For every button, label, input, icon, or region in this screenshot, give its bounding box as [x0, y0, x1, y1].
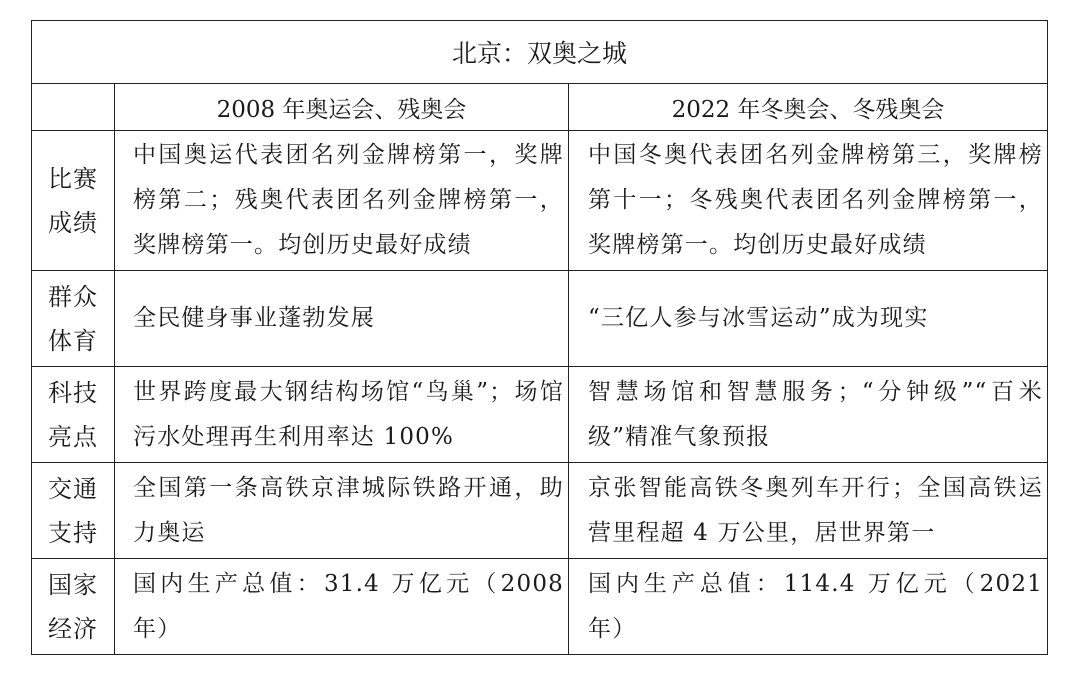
table-row-transport [32, 463, 1048, 559]
cell-2008-transport: 全国第一条高铁京津城际铁路开通，助力奥运 [115, 463, 569, 559]
row-label-line: 经济 [48, 614, 98, 643]
row-label-line: 体育 [48, 326, 98, 355]
cell-2008-mass-sports: 全民健身事业蓬勃发展 [115, 271, 569, 367]
cell-2008-results: 中国奥运代表团名列金牌榜第一，奖牌榜第二；残奥代表团名列金牌榜第一，奖牌榜第一。均创历史最好成绩 [115, 131, 569, 271]
header-row [32, 84, 1048, 131]
column-header-2022: 2022 年冬奥会、冬残奥会 [569, 84, 1048, 131]
row-label-results [32, 131, 115, 271]
table-row-economy [32, 559, 1048, 655]
row-label-line: 国家 [48, 570, 98, 599]
column-header-2008: 2008 年奥运会、残奥会 [115, 84, 569, 131]
comparison-table [31, 20, 1048, 655]
cell-2022-technology: 智慧场馆和智慧服务；“分钟级”“百米级”精准气象预报 [569, 367, 1048, 463]
table-row-results [32, 131, 1048, 271]
title-row [32, 21, 1048, 84]
row-label-line: 亮点 [48, 422, 98, 451]
row-label-mass-sports [32, 271, 115, 367]
cell-2022-mass-sports: “三亿人参与冰雪运动”成为现实 [569, 271, 1048, 367]
row-label-transport [32, 463, 115, 559]
row-label-line: 比赛 [48, 164, 98, 193]
cell-2022-results: 中国冬奥代表团名列金牌榜第三，奖牌榜第十一；冬残奥代表团名列金牌榜第一，奖牌榜第一。均创历史最好成绩 [569, 131, 1048, 271]
row-label-line: 群众 [48, 282, 98, 311]
cell-2008-economy: 国内生产总值：31.4 万亿元（2008 年） [115, 559, 569, 655]
corner-cell [32, 84, 115, 131]
row-label-economy [32, 559, 115, 655]
row-label-line: 科技 [48, 378, 98, 407]
row-label-line: 支持 [48, 518, 98, 547]
cell-2008-technology: 世界跨度最大钢结构场馆“鸟巢”；场馆污水处理再生利用率达 100% [115, 367, 569, 463]
cell-2022-transport: 京张智能高铁冬奥列车开行；全国高铁运营里程超 4 万公里，居世界第一 [569, 463, 1048, 559]
table-row-technology [32, 367, 1048, 463]
row-label-line: 成绩 [48, 208, 98, 237]
row-label-line: 交通 [48, 474, 98, 503]
cell-2022-economy: 国内生产总值：114.4 万亿元（2021 年） [569, 559, 1048, 655]
table-row-mass-sports [32, 271, 1048, 367]
table-title: 北京：双奥之城 [32, 21, 1048, 84]
row-label-technology [32, 367, 115, 463]
